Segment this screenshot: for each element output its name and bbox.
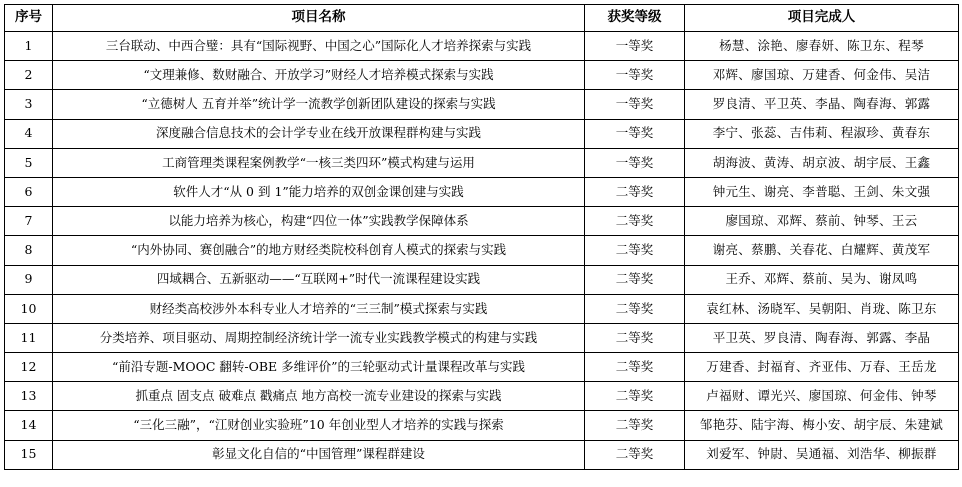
award-level: 二等奖 <box>585 382 685 411</box>
project-name: 工商管理类课程案例教学“一核三类四环”模式构建与运用 <box>53 148 585 177</box>
table-row <box>5 32 959 61</box>
team-members: 邓辉、廖国琼、万建香、何金伟、吴洁 <box>685 61 959 90</box>
award-level: 二等奖 <box>585 411 685 440</box>
row-number: 8 <box>5 236 53 265</box>
project-name: “立德树人 五育并举”统计学一流教学创新团队建设的探索与实践 <box>53 90 585 119</box>
row-number: 10 <box>5 294 53 323</box>
team-members: 万建香、封福育、齐亚伟、万春、王岳龙 <box>685 353 959 382</box>
award-level: 二等奖 <box>585 294 685 323</box>
team-members: 廖国琼、邓辉、蔡前、钟琴、王云 <box>685 207 959 236</box>
award-level: 一等奖 <box>585 90 685 119</box>
row-number: 9 <box>5 265 53 294</box>
award-level: 二等奖 <box>585 323 685 352</box>
table-row <box>5 236 959 265</box>
header-team: 项目完成人 <box>685 5 959 32</box>
project-name: “三化三融”，“江财创业实验班”10 年创业型人才培养的实践与探索 <box>53 411 585 440</box>
header-award-level: 获奖等级 <box>585 5 685 32</box>
team-members: 胡海波、黄涛、胡京波、胡宇辰、王鑫 <box>685 148 959 177</box>
team-members: 邹艳芬、陆宇海、梅小安、胡宇辰、朱建斌 <box>685 411 959 440</box>
table-row <box>5 119 959 148</box>
table-row <box>5 148 959 177</box>
header-row <box>5 5 959 32</box>
award-level: 二等奖 <box>585 265 685 294</box>
table-row <box>5 353 959 382</box>
project-name: 财经类高校涉外本科专业人才培养的“三三制”模式探索与实践 <box>53 294 585 323</box>
award-table <box>4 4 959 470</box>
project-name: 四域耦合、五新驱动——“互联网+”时代一流课程建设实践 <box>53 265 585 294</box>
header-no: 序号 <box>5 5 53 32</box>
table-row <box>5 440 959 469</box>
award-level: 一等奖 <box>585 32 685 61</box>
award-level: 二等奖 <box>585 207 685 236</box>
project-name: 软件人才“从 0 到 1”能力培养的双创金课创建与实践 <box>53 177 585 206</box>
row-number: 12 <box>5 353 53 382</box>
team-members: 谢亮、蔡鹏、关春花、白耀辉、黄茂军 <box>685 236 959 265</box>
table-row <box>5 61 959 90</box>
row-number: 13 <box>5 382 53 411</box>
team-members: 杨慧、涂艳、廖春妍、陈卫东、程琴 <box>685 32 959 61</box>
row-number: 11 <box>5 323 53 352</box>
project-name: “文理兼修、数财融合、开放学习”财经人才培养模式探索与实践 <box>53 61 585 90</box>
table-row <box>5 265 959 294</box>
project-name: 彰显文化自信的“中国管理”课程群建设 <box>53 440 585 469</box>
award-level: 一等奖 <box>585 61 685 90</box>
award-level: 二等奖 <box>585 353 685 382</box>
team-members: 刘爱军、钟尉、吴通福、刘浩华、柳振群 <box>685 440 959 469</box>
award-level: 一等奖 <box>585 148 685 177</box>
award-level: 二等奖 <box>585 440 685 469</box>
row-number: 5 <box>5 148 53 177</box>
project-name: 以能力培养为核心，构建“四位一体”实践教学保障体系 <box>53 207 585 236</box>
project-name: “内外协同、赛创融合”的地方财经类院校科创育人模式的探索与实践 <box>53 236 585 265</box>
team-members: 袁红林、汤晓军、吴朝阳、肖珑、陈卫东 <box>685 294 959 323</box>
project-name: 抓重点 固支点 破难点 戳痛点 地方高校一流专业建设的探索与实践 <box>53 382 585 411</box>
team-members: 平卫英、罗良清、陶春海、郭露、李晶 <box>685 323 959 352</box>
table-row <box>5 207 959 236</box>
team-members: 罗良清、平卫英、李晶、陶春海、郭露 <box>685 90 959 119</box>
team-members: 卢福财、谭光兴、廖国琼、何金伟、钟琴 <box>685 382 959 411</box>
project-name: 三台联动、中西合璧：具有“国际视野、中国之心”国际化人才培养探索与实践 <box>53 32 585 61</box>
row-number: 1 <box>5 32 53 61</box>
award-level: 二等奖 <box>585 236 685 265</box>
row-number: 15 <box>5 440 53 469</box>
team-members: 李宁、张蕊、吉伟莉、程淑珍、黄春东 <box>685 119 959 148</box>
team-members: 钟元生、谢亮、李普聪、王剑、朱文强 <box>685 177 959 206</box>
table-row <box>5 177 959 206</box>
row-number: 4 <box>5 119 53 148</box>
table-row <box>5 294 959 323</box>
header-project-name: 项目名称 <box>53 5 585 32</box>
table-body <box>5 32 959 470</box>
row-number: 3 <box>5 90 53 119</box>
award-level: 二等奖 <box>585 177 685 206</box>
table-row <box>5 323 959 352</box>
project-name: 深度融合信息技术的会计学专业在线开放课程群构建与实践 <box>53 119 585 148</box>
table-row <box>5 90 959 119</box>
award-level: 一等奖 <box>585 119 685 148</box>
row-number: 2 <box>5 61 53 90</box>
row-number: 14 <box>5 411 53 440</box>
row-number: 7 <box>5 207 53 236</box>
team-members: 王乔、邓辉、蔡前、吴为、谢凤鸣 <box>685 265 959 294</box>
table-row <box>5 382 959 411</box>
row-number: 6 <box>5 177 53 206</box>
project-name: “前沿专题-MOOC 翻转-OBE 多维评价”的三轮驱动式计量课程改革与实践 <box>53 353 585 382</box>
project-name: 分类培养、项目驱动、周期控制经济统计学一流专业实践教学模式的构建与实践 <box>53 323 585 352</box>
table-row <box>5 411 959 440</box>
